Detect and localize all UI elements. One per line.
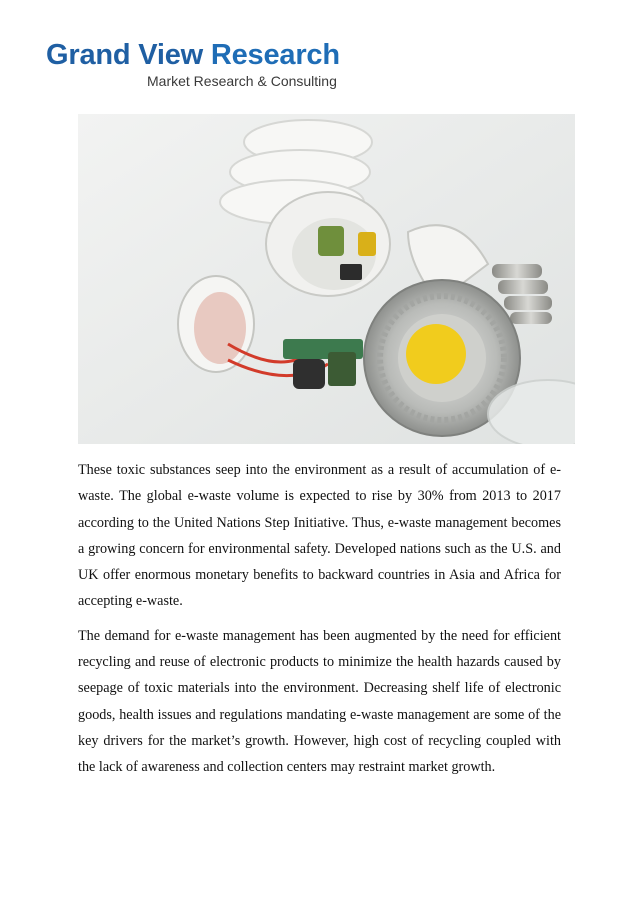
- paragraph: The demand for e-waste management has been augmented by the need for efficient recycling and reuse of electronic products to minimize the health hazards caused by seepage of toxic materials into the environment. Decreasing shelf life of electronic goods, health issues and regulations mandating e-waste management are some of the key drivers for the market’s growth. However, high cost of recycling coupled with the lack of awareness and collection centers may restraint market growth.: [78, 627, 561, 776]
- company-logo: [46, 38, 366, 98]
- body-text: [78, 457, 561, 789]
- paragraph: These toxic substances seep into the environment as a result of accumulation of e-waste. The global e-waste volume is expected to rise by 30% from 2013 to 2017 according to the United Nations Step Initiative. Thus, e-waste management becomes a growing concern for environmental safety. Developed nations such as the U.S. and UK offer enormous monetary benefits to backward countries in Asia and Africa for accepting e-waste.: [78, 462, 561, 610]
- logo-title-part2: Research: [210, 39, 340, 71]
- logo-subtitle: Market Research & Consulting: [147, 73, 337, 89]
- logo-title: [46, 38, 366, 72]
- e-waste-bulbs-photo: [78, 114, 575, 444]
- light-bulb-illustration: [78, 114, 575, 444]
- logo-title-part1: Grand View: [46, 39, 204, 71]
